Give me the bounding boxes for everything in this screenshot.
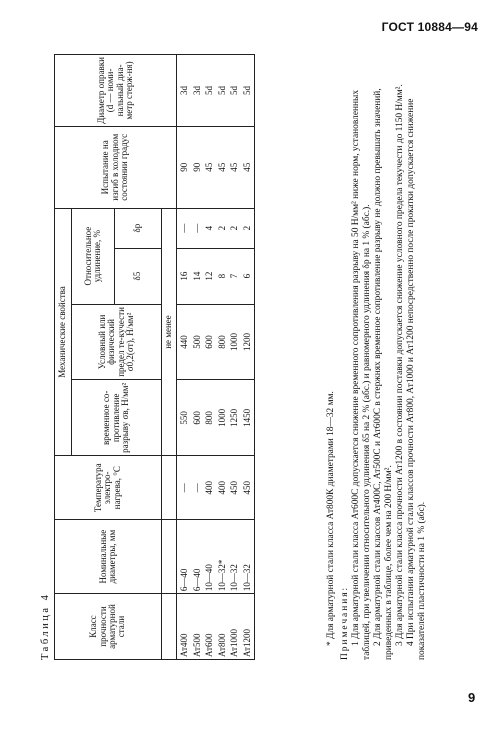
cell-cls: Ат800 bbox=[216, 633, 227, 657]
cell-cls: Ат500 bbox=[191, 633, 202, 657]
cell-sb: 800 bbox=[204, 411, 214, 425]
cell-s02: 1000 bbox=[229, 332, 239, 351]
col-dp-values bbox=[177, 208, 255, 248]
rotated-content bbox=[40, 52, 460, 660]
cell-s02: 600 bbox=[204, 335, 214, 349]
cell-dp: 2 bbox=[241, 225, 252, 231]
cell-dp: 2 bbox=[229, 225, 239, 231]
col-diam-header: Номинальные диаметры, мм bbox=[55, 520, 162, 594]
note-2: 2 Для арматурной стали классов Ат400С, Ат500С и Ат600С в стержнях временное сопротивление разрыву не должно превышать значений, приведенных в таблице, более чем на 200 Н/мм². bbox=[373, 88, 394, 660]
cell-dp: — bbox=[191, 223, 202, 233]
cell-s02: 1200 bbox=[241, 332, 252, 351]
cell-d5: 8 bbox=[216, 273, 227, 279]
cell-mandrel: 3d bbox=[179, 85, 189, 95]
cell-sb: 1450 bbox=[241, 408, 252, 427]
cell-sb: 600 bbox=[191, 411, 202, 425]
properties-table bbox=[54, 54, 255, 660]
cell-diam: 6—40 bbox=[179, 568, 189, 592]
cell-diam: 10—32* bbox=[216, 559, 227, 592]
cell-cls: Ат1200 bbox=[241, 629, 252, 657]
cell-temp: — bbox=[179, 483, 189, 493]
col-cls-values bbox=[177, 594, 255, 660]
col-sb-values bbox=[177, 380, 255, 456]
not-less-label: не менее bbox=[162, 208, 177, 456]
cell-mandrel: 5d bbox=[229, 85, 239, 95]
cell-mandrel: 5d bbox=[204, 85, 214, 95]
cell-diam: 10—32 bbox=[229, 564, 239, 592]
cell-d5: 12 bbox=[204, 271, 214, 281]
cell-s02: 500 bbox=[191, 335, 202, 349]
col-class-header: Класс прочности арматурной стали bbox=[55, 594, 162, 660]
cell-mandrel: 5d bbox=[216, 85, 227, 95]
col-bend-header: Испытание на изгиб в холодном состоянии градус bbox=[55, 126, 177, 208]
note-1: 1 Для арматурной стали класса Ат600С допускается снижение временного сопротивления разрыву на 50 Н/мм² ниже норм, установленных таблицей, при увеличении относительного удлинения δ5 на 2 % (абс.) и равномерного удлинения δр на 1 % (абс.). bbox=[351, 89, 372, 660]
cell-dp: 2 bbox=[216, 225, 227, 231]
cell-bend: 45 bbox=[229, 162, 239, 172]
col-elong-header: Относительное удлинение, % bbox=[72, 208, 115, 304]
note-3: 3 Для арматурной стали класса прочности Ат1200 в состоянии поставки допускается снижение условного предела текучести до 1150 Н/мм². bbox=[395, 84, 405, 646]
col-diam-values bbox=[177, 520, 255, 594]
cell-mandrel: 5d bbox=[241, 85, 252, 95]
col-sigma-02-header: Условный или физический предел те-кучести σ0,2(σт), Н/мм² bbox=[72, 304, 162, 380]
cell-temp: 400 bbox=[204, 480, 214, 495]
col-bend-values bbox=[177, 126, 255, 208]
cell-bend: 90 bbox=[191, 162, 202, 172]
note-4: 4 При испытании арматурной стали классов прочности Ат800, Ат1000 и Ат1200 непосредственно после прокатки допускается снижение показателей пластичности на 1 % (абс). bbox=[406, 98, 427, 660]
cell-d5: 7 bbox=[229, 273, 239, 279]
cell-s02: 440 bbox=[179, 335, 189, 349]
col-d5-header: δ5 bbox=[115, 248, 162, 304]
notes-heading: Примечания: bbox=[340, 585, 350, 660]
cell-d5: 16 bbox=[179, 271, 189, 281]
col-temp-header: Температура электро-нагрева, °С bbox=[55, 456, 162, 520]
cell-diam: 10—32 bbox=[241, 564, 252, 592]
cell-s02: 800 bbox=[216, 335, 227, 349]
cell-bend: 90 bbox=[179, 162, 189, 172]
cell-temp: — bbox=[191, 483, 202, 493]
col-sigma-b-header: временное со-противление разрыву σв, Н/мм² bbox=[72, 380, 162, 456]
cell-sb: 1000 bbox=[216, 408, 227, 427]
notes-block bbox=[326, 54, 428, 660]
col-d5-values bbox=[177, 248, 255, 304]
cell-temp: 400 bbox=[216, 480, 227, 495]
table-caption: Таблица 4 bbox=[40, 592, 51, 660]
col-mandrel-header: Диаметр оправки (d — номи-нальный диа-метр стерж-ня) bbox=[55, 55, 177, 127]
cell-diam: 6—40 bbox=[191, 568, 202, 592]
footnote: * Для арматурной стали класса Ат800К диаметрами 18—32 мм. bbox=[326, 391, 336, 646]
cell-temp: 450 bbox=[241, 480, 252, 495]
cell-d5: 6 bbox=[241, 273, 252, 279]
document-header: ГОСТ 10884—94 bbox=[381, 20, 478, 34]
cell-dp: 4 bbox=[204, 225, 214, 231]
cell-cls: Ат600 bbox=[204, 633, 214, 657]
cell-bend: 45 bbox=[216, 162, 227, 172]
page-number: 9 bbox=[468, 690, 476, 705]
cell-bend: 45 bbox=[241, 162, 252, 172]
cell-cls: Ат1000 bbox=[229, 629, 239, 657]
cell-diam: 10—40 bbox=[204, 564, 214, 592]
cell-sb: 1250 bbox=[229, 408, 239, 427]
cell-mandrel: 3d bbox=[191, 85, 202, 95]
col-mech-header: Механические свойства bbox=[55, 208, 72, 456]
cell-d5: 14 bbox=[191, 271, 202, 281]
cell-cls: Ат400 bbox=[179, 633, 189, 657]
col-dp-header: δр bbox=[115, 208, 162, 248]
cell-temp: 450 bbox=[229, 480, 239, 495]
cell-dp: — bbox=[179, 223, 189, 233]
cell-sb: 550 bbox=[179, 411, 189, 425]
table-data bbox=[177, 55, 255, 660]
col-s02-values bbox=[177, 304, 255, 380]
col-mandrel-values bbox=[177, 55, 255, 127]
cell-bend: 45 bbox=[204, 162, 214, 172]
col-temp-values bbox=[177, 456, 255, 520]
